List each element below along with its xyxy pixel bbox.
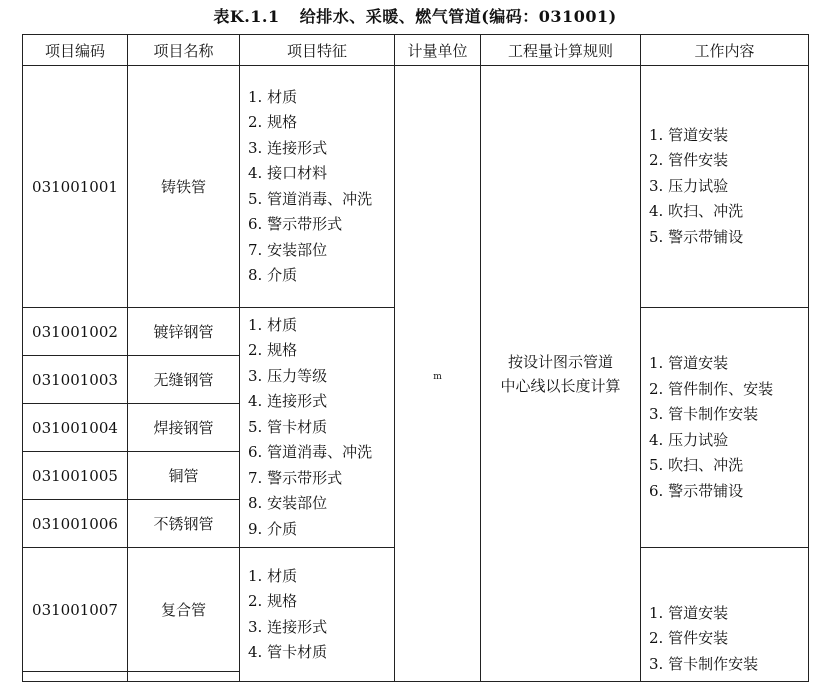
feature-item: 5. 管卡材质	[248, 417, 328, 436]
header-work: 工作内容	[641, 35, 809, 66]
feature-list	[240, 85, 394, 289]
item-code: 031001007	[23, 548, 128, 672]
feature-item: 7. 安装部位	[248, 240, 328, 259]
work-cell	[641, 66, 809, 308]
work-item: 3. 管卡制作安装	[649, 405, 759, 423]
work-item: 4. 吹扫、冲洗	[649, 202, 744, 221]
work-item: 1. 管道安装	[649, 603, 729, 622]
feature-item: 1. 材质	[248, 87, 298, 106]
feature-cell	[240, 548, 395, 682]
item-code: 031001005	[23, 452, 128, 500]
feature-item: 4. 连接形式	[248, 392, 328, 411]
table-number: 表K.1.1	[213, 7, 280, 26]
work-cell	[641, 308, 809, 548]
table-caption: 给排水、采暖、燃气管道(编码：031001)	[299, 7, 617, 26]
header-features: 项目特征	[240, 35, 395, 66]
work-item: 1. 管道安装	[649, 125, 729, 144]
work-item: 2. 管件安装	[649, 629, 729, 647]
item-name: 焊接钢管	[128, 404, 240, 452]
work-item: 3. 压力试验	[649, 176, 729, 195]
header-rule: 工程量计算规则	[481, 35, 641, 66]
header-row	[23, 35, 809, 66]
feature-item: 3. 连接形式	[248, 617, 328, 636]
table-row	[23, 66, 809, 308]
work-list	[641, 601, 808, 678]
feature-item: 6. 管道消毒、冲洗	[248, 443, 373, 462]
header-unit: 计量单位	[395, 35, 481, 66]
feature-item: 2. 规格	[248, 113, 298, 131]
rule-line: 中心线以长度计算	[500, 376, 621, 395]
feature-item: 7. 警示带形式	[248, 468, 343, 487]
item-code: 031001002	[23, 308, 128, 356]
feature-item: 9. 介质	[248, 519, 298, 538]
header-code: 项目编码	[23, 35, 128, 66]
header-name: 项目名称	[128, 35, 240, 66]
unit-value: m	[433, 371, 442, 382]
item-name: 铜管	[128, 452, 240, 500]
item-code: 031001001	[23, 66, 128, 308]
rule-line: 按设计图示管道	[507, 352, 613, 371]
work-item: 5. 警示带铺设	[649, 227, 744, 246]
feature-item: 2. 规格	[248, 592, 298, 610]
unit-cell	[395, 66, 481, 682]
item-name: 铸铁管	[128, 66, 240, 308]
work-list	[641, 123, 808, 251]
feature-cell	[240, 308, 395, 548]
item-code: 031001003	[23, 356, 128, 404]
work-item: 2. 管件安装	[649, 151, 729, 170]
work-item: 6. 警示带铺设	[649, 481, 744, 500]
feature-item: 2. 规格	[248, 341, 298, 360]
feature-cell	[240, 66, 395, 308]
work-cell	[641, 548, 809, 682]
item-code: 031001004	[23, 404, 128, 452]
item-code: 031001006	[23, 500, 128, 548]
item-name: 复合管	[128, 548, 240, 672]
feature-list	[240, 313, 394, 543]
item-name: 不锈钢管	[128, 500, 240, 548]
feature-list	[240, 564, 394, 666]
feature-item: 3. 压力等级	[248, 366, 328, 385]
work-item: 2. 管件制作、安装	[649, 379, 774, 398]
table-title	[0, 4, 830, 27]
work-item: 3. 管卡制作安装	[649, 654, 759, 673]
rule-cell	[481, 66, 641, 682]
feature-item: 1. 材质	[248, 566, 298, 585]
feature-item: 3. 连接形式	[248, 138, 328, 157]
feature-item: 8. 安装部位	[248, 494, 328, 513]
feature-item: 6. 警示带形式	[248, 215, 343, 233]
work-item: 5. 吹扫、冲洗	[649, 456, 744, 474]
feature-item: 1. 材质	[248, 315, 298, 334]
work-list	[641, 351, 808, 504]
work-item: 4. 压力试验	[649, 430, 729, 449]
feature-item: 4. 管卡材质	[248, 643, 328, 661]
feature-item: 5. 管道消毒、冲洗	[248, 189, 373, 208]
item-name: 无缝钢管	[128, 356, 240, 404]
item-name: 镀锌钢管	[128, 308, 240, 356]
feature-item: 4. 接口材料	[248, 164, 328, 182]
spec-table	[22, 34, 809, 682]
work-item: 1. 管道安装	[649, 354, 729, 372]
feature-item: 8. 介质	[248, 266, 298, 284]
